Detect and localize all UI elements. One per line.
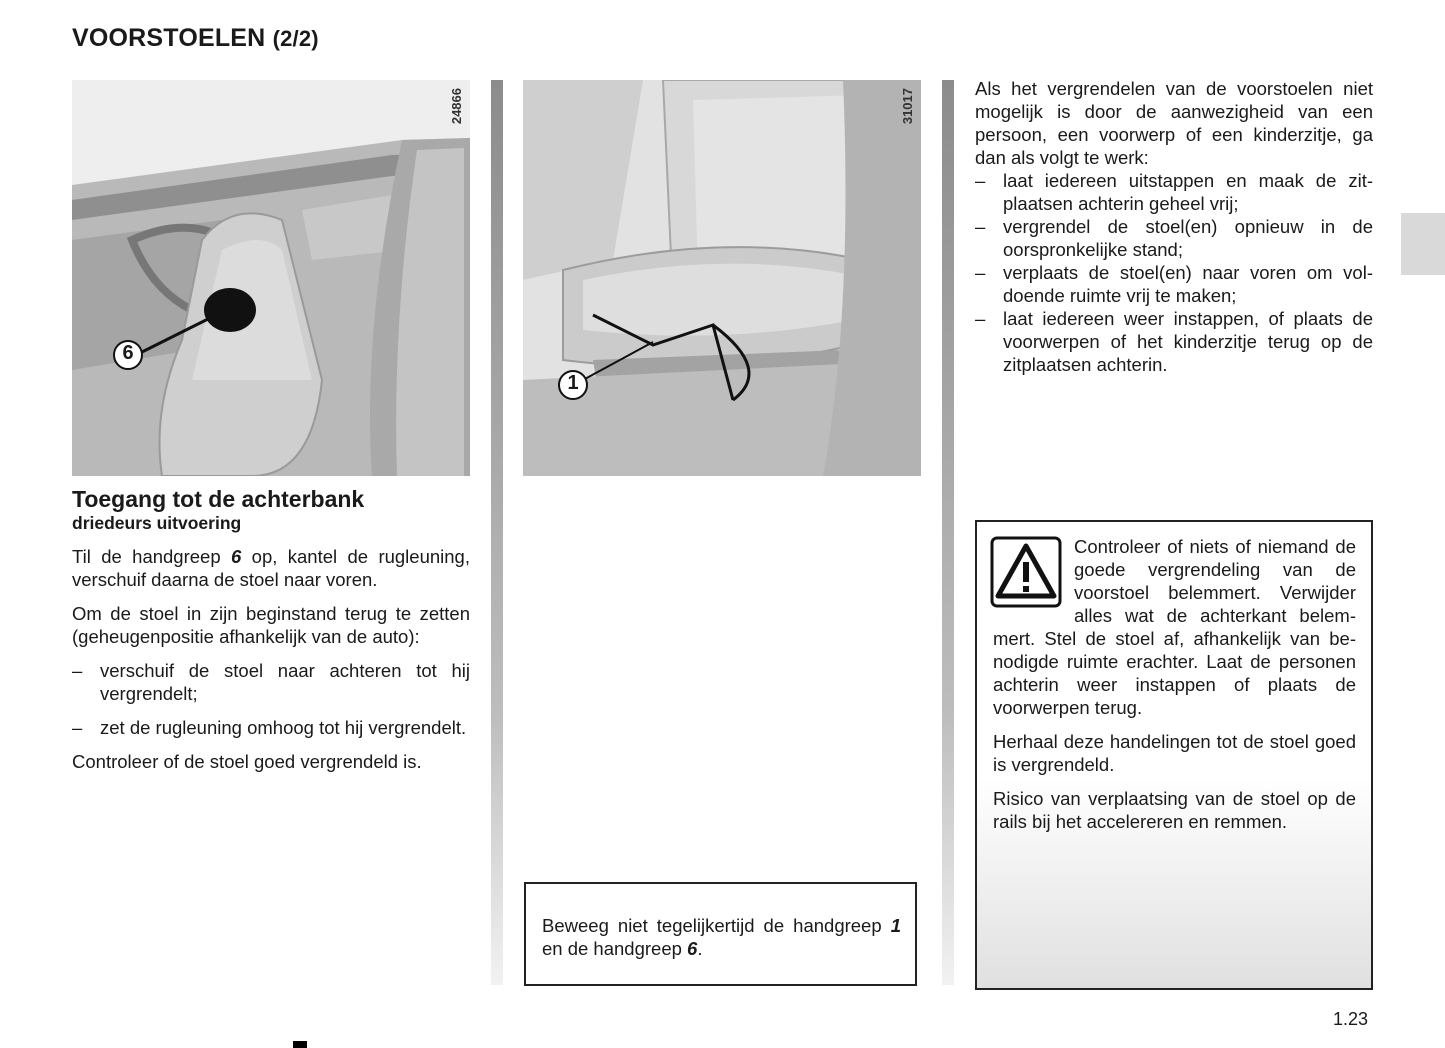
- figure-number-right: 31017: [900, 88, 915, 125]
- section-thumb-tab: [1401, 213, 1445, 275]
- text-segment: .: [697, 938, 703, 959]
- text-segment: op, kantel de rugleuning, verschuif daarna de stoel naar voren.: [72, 546, 470, 590]
- paragraph-intro: Als het vergrendelen van de voorstoelen niet mogelijk is door de aanwezigheid van een persoon, een voorwerp of een kinderzitje, ga dan als volgt te werk:: [975, 78, 1373, 168]
- figure-seat-lever-1: [523, 80, 921, 476]
- page-title-text: VOORSTOELEN: [72, 24, 266, 52]
- callout-1: 1: [567, 372, 579, 394]
- handle-ref-1: 1: [890, 915, 901, 936]
- procedure-list: [975, 169, 1373, 376]
- seat-illustration-right: [523, 80, 921, 476]
- warning-paragraph-1: Controleer of niets of niemand de goede vergrendeling van de voorstoel belemmert. Verwijder alles wat de achterkant belemmert. Stel de stoel af, afhankelijk van benodigde ruimte erachter. Laat de personen achterin weer instappen of plaats de voorwerpen terug.: [993, 536, 1356, 718]
- list-item: – verplaats de stoel(en) naar voren om voldoende ruimte vrij te maken;: [975, 261, 1373, 307]
- left-column: [72, 486, 470, 784]
- text-segment: Beweeg niet tegelijkertijd de handgreep: [542, 915, 891, 936]
- page-part: (2/2): [272, 26, 319, 51]
- column-divider-right: [942, 80, 954, 985]
- list-item: – verschuif de stoel naar achteren tot hij vergrendelt;: [72, 659, 470, 705]
- page-number: 1.23: [1333, 1009, 1369, 1029]
- list-item: – laat iedereen weer instappen, of plaats de voorwerpen of het kinderzitje terug op de zitplaatsen achterin.: [975, 307, 1373, 376]
- paragraph-restore: Om de stoel in zijn beginstand terug te zetten (geheugenpositie afhankelijk van de auto):: [72, 603, 470, 647]
- column-divider-left: [491, 80, 503, 985]
- warning-triangle-icon: [990, 536, 1062, 608]
- figure-number-left: 24866: [449, 88, 464, 125]
- callout-6: 6: [122, 342, 134, 364]
- restore-steps-list: [72, 659, 470, 739]
- seat-illustration-left: [72, 80, 470, 476]
- list-item: – zet de rugleuning omhoog tot hij vergrendelt.: [72, 716, 470, 739]
- right-column: [975, 77, 1373, 387]
- warning-paragraph-2: Herhaal deze handelingen tot de stoel goed is vergrendeld.: [993, 731, 1356, 775]
- paragraph-lift-handle: [72, 545, 470, 591]
- list-item: – laat iedereen uitstappen en maak de zitplaatsen achterin geheel vrij;: [975, 169, 1373, 215]
- paragraph-check: Controleer of de stoel goed vergrendeld is.: [72, 751, 422, 772]
- note-box: [524, 882, 917, 986]
- warning-paragraph-3: Risico van verplaatsing van de stoel op de rails bij het accelereren en remmen.: [993, 788, 1356, 832]
- list-item: – vergrendel de stoel(en) opnieuw in de oorspronkelijke stand;: [975, 215, 1373, 261]
- text-segment: en de handgreep: [542, 938, 688, 959]
- text-segment: Til de handgreep: [72, 546, 231, 567]
- crop-mark: [293, 1041, 307, 1048]
- handle-ref-6: 6: [231, 546, 242, 567]
- handle-ref-6: 6: [687, 938, 698, 959]
- section-heading: Toegang tot de achterbank: [72, 486, 365, 512]
- section-subheading: driedeurs uitvoering: [72, 513, 242, 533]
- figure-seat-handle-6: [72, 80, 470, 476]
- warning-box: [975, 520, 1373, 990]
- page-title: [72, 24, 319, 53]
